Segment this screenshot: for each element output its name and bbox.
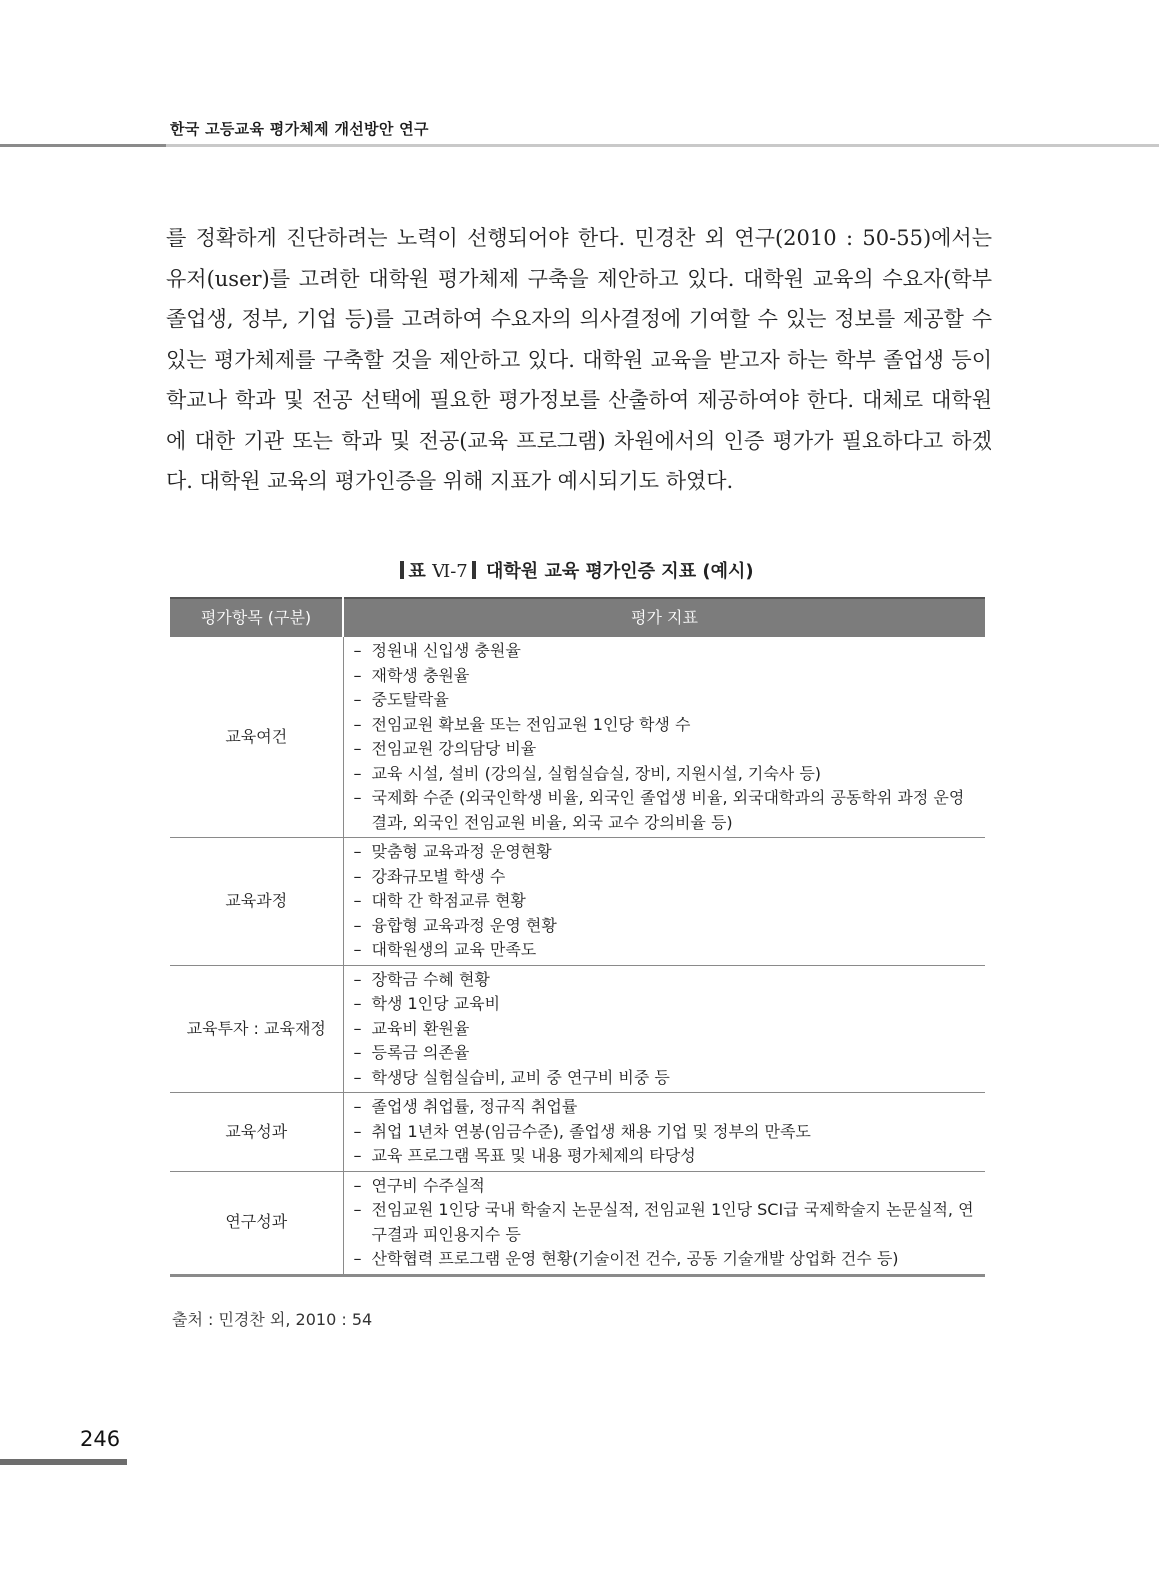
caption-title: 대학원 교육 평가인증 지표 (예시)	[486, 561, 754, 582]
table-header-row	[170, 598, 985, 637]
category-cell: 교육여건	[170, 637, 343, 838]
list-item: – 전임교원 확보율 또는 전임교원 1인당 학생 수	[354, 713, 978, 738]
dash-bullet: –	[353, 1121, 362, 1141]
dash-bullet: –	[353, 739, 362, 758]
dash-bullet: –	[353, 665, 362, 685]
dash-bullet: –	[353, 969, 362, 989]
list-item: – 등록금 의존율	[354, 1041, 978, 1066]
list-item: – 재학생 충원율	[354, 664, 978, 689]
caption-bar-left	[400, 561, 404, 579]
running-header-title: 한국 고등교육 평가체제 개선방안 연구	[170, 120, 429, 138]
list-item: – 맞춤형 교육과정 운영현황	[354, 840, 978, 865]
list-item: – 교육 프로그램 목표 및 내용 평가체제의 타당성	[354, 1144, 978, 1169]
list-item: – 학생 1인당 교육비	[354, 992, 978, 1017]
indicator-list	[343, 965, 985, 1093]
category-cell: 교육성과	[170, 1093, 343, 1172]
dash-bullet: –	[353, 1249, 362, 1268]
list-item: – 대학원생의 교육 만족도	[354, 938, 978, 963]
list-item: – 전임교원 강의담당 비율	[354, 737, 978, 762]
list-item: – 취업 1년차 연봉(임금수준), 졸업생 채용 기업 및 정부의 만족도	[354, 1120, 978, 1145]
category-cell: 교육과정	[170, 838, 343, 966]
dash-bullet: –	[353, 714, 362, 734]
table-source-note: 출처 : 민경찬 외, 2010 : 54	[172, 1310, 373, 1329]
dash-bullet: –	[353, 788, 362, 807]
indicator-list	[343, 838, 985, 966]
dash-bullet: –	[353, 690, 362, 709]
dash-bullet: –	[353, 891, 362, 910]
list-item: – 장학금 수혜 현황	[354, 968, 978, 993]
table-row	[170, 965, 985, 1093]
evaluation-indicator-table	[170, 597, 985, 1277]
dash-bullet: –	[353, 1200, 362, 1219]
dash-bullet: –	[353, 940, 362, 959]
indicator-list	[343, 1171, 985, 1275]
table-row	[170, 838, 985, 966]
dash-bullet: –	[353, 994, 362, 1013]
body-paragraph: 를 정확하게 진단하려는 노력이 선행되어야 한다. 민경찬 외 연구(2010 : 50-55)에서는 유저(user)를 고려한 대학원 평가체제 구축을 제안하고 있다. 대학원 교육의 수요자(학부 졸업생, 정부, 기업 등)를 고려하여 수요자의 의사결정에 기여할 수 있는 정보를 제공할 수 있는 평가체제를 구축할 것을 제안하고 있다. 대학원 교육을 받고자 하는 학부 졸업생 등이 학교나 학과 및 전공 선택에 필요한 평가정보를 산출하여 제공하여야 한다. 대체로 대학원에 대한 기관 또는 학과 및 전공(교육 프로그램) 차원에서의 인증 평가가 필요하다고 하겠다. 대학원 교육의 평가인증을 위해 지표가 예시되기도 하였다.	[166, 226, 992, 493]
category-cell: 교육투자 : 교육재정	[170, 965, 343, 1093]
column-header-indicators: 평가 지표	[343, 598, 985, 637]
caption-label: 표	[408, 561, 426, 582]
dash-bullet: –	[353, 866, 362, 886]
list-item: – 교육 시설, 설비 (강의실, 실험실습실, 장비, 지원시설, 기숙사 등)	[354, 762, 978, 787]
table-row	[170, 637, 985, 838]
list-item: – 졸업생 취업률, 정규직 취업률	[354, 1095, 978, 1120]
list-item: – 정원내 신입생 충원율	[354, 639, 978, 664]
table-row	[170, 1093, 985, 1172]
list-item: – 전임교원 1인당 국내 학술지 논문실적, 전임교원 1인당 SCI급 국제학술지 논문실적, 연구결과 피인용지수 등	[354, 1198, 978, 1247]
dash-bullet: –	[353, 915, 362, 935]
list-item: – 강좌규모별 학생 수	[354, 865, 978, 890]
dash-bullet: –	[353, 763, 362, 783]
indicator-list	[343, 637, 985, 838]
dash-bullet: –	[353, 1018, 362, 1038]
header-rule-accent	[0, 144, 166, 147]
column-header-category: 평가항목 (구분)	[170, 598, 343, 637]
category-cell: 연구성과	[170, 1171, 343, 1275]
list-item: – 국제화 수준 (외국인학생 비율, 외국인 졸업생 비율, 외국대학과의 공동학위 과정 운영결과, 외국인 전임교원 비율, 외국 교수 강의비율 등)	[354, 786, 978, 835]
dash-bullet: –	[353, 1067, 362, 1087]
caption-bar-right	[472, 561, 476, 579]
list-item: – 연구비 수주실적	[354, 1174, 978, 1199]
list-item: – 융합형 교육과정 운영 현황	[354, 914, 978, 939]
dash-bullet: –	[353, 842, 362, 861]
header-rule	[0, 144, 1159, 147]
list-item: – 산학협력 프로그램 운영 현황(기술이전 건수, 공동 기술개발 상업화 건수 등)	[354, 1247, 978, 1272]
list-item: – 대학 간 학점교류 현황	[354, 889, 978, 914]
dash-bullet: –	[353, 1043, 362, 1062]
list-item: – 학생당 실험실습비, 교비 중 연구비 비중 등	[354, 1066, 978, 1091]
footer-rule	[0, 1459, 127, 1465]
caption-number: Ⅵ-7	[432, 561, 468, 582]
dash-bullet: –	[353, 1097, 362, 1116]
page-number: 246	[80, 1427, 121, 1451]
dash-bullet: –	[353, 1146, 362, 1165]
list-item: – 중도탈락율	[354, 688, 978, 713]
table-caption	[166, 557, 984, 583]
dash-bullet: –	[353, 1175, 362, 1195]
indicator-list	[343, 1093, 985, 1172]
list-item: – 교육비 환원율	[354, 1017, 978, 1042]
dash-bullet: –	[353, 641, 362, 660]
table-row	[170, 1171, 985, 1275]
